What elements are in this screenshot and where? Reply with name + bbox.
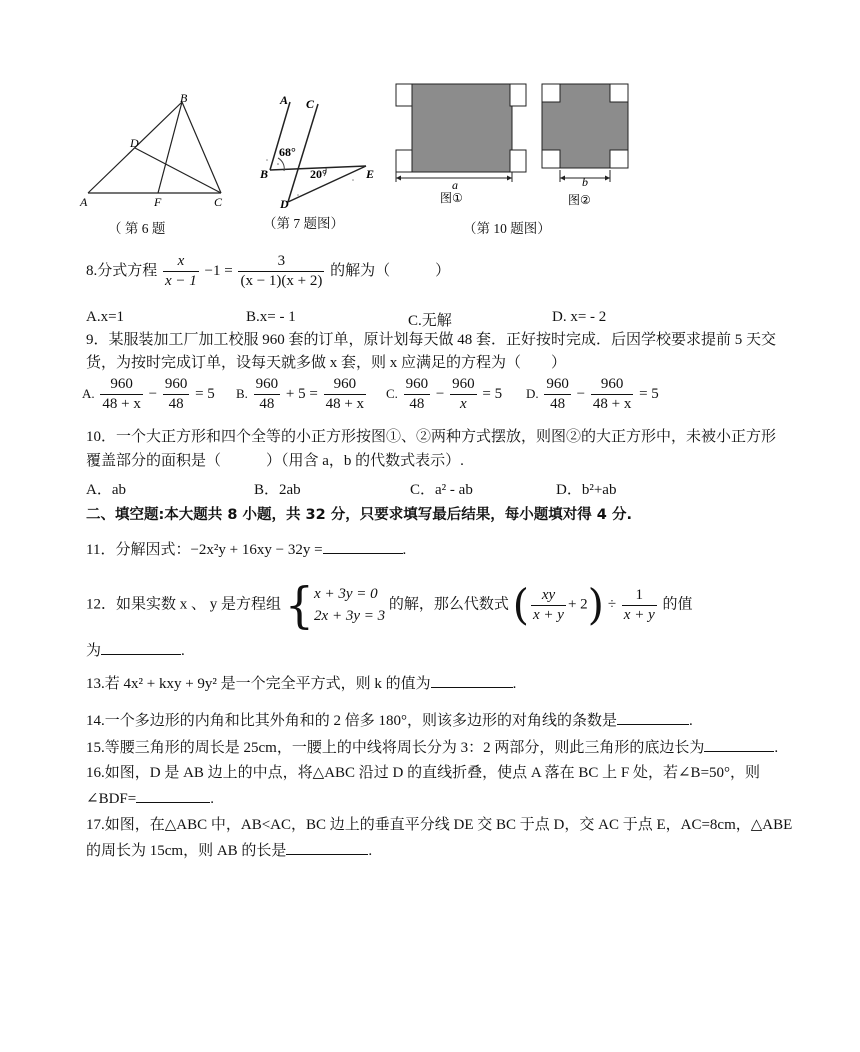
q9-option-a (82, 375, 215, 414)
q17-line1: 17.如图，在△ABC 中，AB<AC，BC 边上的垂直平分线 DE 交 BC 于点 D，交 AC 于点 E，AC=8cm，△ABE (86, 817, 793, 833)
q14-end: . (689, 713, 693, 729)
q9c-den1: 48 (409, 396, 425, 412)
label-D: D (130, 136, 139, 150)
q12-num: xy (531, 586, 566, 606)
q12-rparen: ) (587, 580, 605, 629)
q13-end: . (512, 676, 517, 692)
q8-mid: −1 = (204, 262, 233, 279)
q17-line2-text: 的周长为 15cm，则 AB 的长是 (86, 843, 287, 859)
question-12 (86, 576, 693, 634)
q9-option-d (526, 375, 659, 414)
q9a-den2: 48 (168, 396, 184, 412)
q9b-den2: 48 + x (325, 396, 365, 412)
q8-suffix: 的解为（ ） (330, 262, 451, 279)
label-B: B (260, 167, 269, 181)
label-E: E (366, 167, 375, 181)
q8-option-b: B.x= - 1 (246, 309, 296, 325)
q12-brace: { (284, 576, 315, 634)
q9d-num1: 960 (544, 375, 571, 395)
q15-answer-blank[interactable] (704, 737, 774, 752)
q12-lparen: ( (512, 580, 530, 629)
q10-option-d: D．b²+ab (556, 482, 617, 498)
q16-end: . (210, 791, 214, 807)
question-13 (86, 673, 516, 694)
q8-frac2-num: 3 (238, 252, 324, 272)
q12-suffix: 的值 (662, 596, 693, 613)
figure-10-2 (540, 82, 632, 212)
q12-eq1: x + 3y = 0 (314, 586, 378, 602)
q9c-den2: x (460, 396, 467, 412)
q8-frac1-den: x − 1 (165, 273, 197, 289)
q12-num2: 1 (622, 586, 657, 606)
fold-line-2 (158, 102, 182, 193)
q12-answer-blank[interactable] (101, 640, 181, 655)
q9-option-c (386, 375, 502, 414)
q12-line2-text: 为 (86, 643, 102, 659)
q17-end: . (368, 843, 373, 859)
q16-answer-blank[interactable] (136, 788, 210, 803)
q9c-num1: 960 (404, 375, 431, 395)
label-B: B (180, 91, 188, 105)
figure-6-caption: （ 第 6 题 (108, 221, 166, 236)
q9b-num1: 960 (254, 375, 281, 395)
label-C: C (306, 97, 315, 111)
figure-6 (78, 90, 238, 212)
q15-end: . (774, 740, 779, 756)
q17-answer-blank[interactable] (286, 840, 368, 855)
q12-div: ÷ (607, 596, 617, 613)
q9d-op: − (576, 385, 586, 402)
q8-option-c: C.无解 (408, 313, 452, 329)
q8-prefix: 8.分式方程 (86, 262, 158, 279)
q9d-rhs: = 5 (639, 385, 659, 402)
q9a-rhs: = 5 (195, 385, 215, 402)
q9a-num2: 960 (163, 375, 190, 395)
q10-option-a: A．ab (86, 482, 126, 498)
q8-option-a: A.x=1 (86, 309, 125, 325)
q9-option-d-label: D. (526, 385, 539, 401)
q12-den: x + y (533, 606, 564, 623)
caption-fig2: 图② (568, 193, 591, 207)
figure-10-caption: （第 10 题图） (463, 221, 551, 236)
q9d-num2: 960 (591, 375, 633, 395)
figure-7 (258, 90, 378, 212)
q10-option-b: B．2ab (254, 482, 301, 498)
q16-line2-text: ∠BDF= (86, 791, 137, 807)
question-8 (86, 252, 450, 291)
label-a: a (452, 178, 458, 192)
question-11 (86, 539, 406, 560)
q12-eq2: 2x + 3y = 3 (314, 608, 386, 624)
q9-option-c-label: C. (386, 385, 398, 401)
figure-10-1 (388, 78, 528, 210)
q16-line1: 16.如图，D 是 AB 边上的中点，将△ABC 沿过 D 的直线折叠，使点 A 落在 BC 上 F 处，若∠B=50°，则 (86, 765, 761, 781)
angle-68-label: 68° (279, 145, 296, 159)
q12-line2 (86, 640, 185, 661)
q10-line1: 10．一个大正方形和四个全等的小正方形按图①、②两种方式摆放，则图②的大正方形中，未被小正方形 (86, 429, 777, 445)
q10-line2: 覆盖部分的面积是（ ）（用含 a，b 的代数式表示）. (86, 453, 464, 469)
q9b-num2: 960 (324, 375, 366, 395)
q12-end: . (181, 643, 185, 659)
q9c-op: − (435, 385, 445, 402)
q9b-den1: 48 (259, 396, 275, 412)
q12-mid: 的解，那么代数式 (388, 596, 509, 613)
question-15 (86, 737, 778, 758)
q14-text: 14.一个多边形的内角和比其外角和的 2 倍多 180°，则该多边形的对角线的条数是 (86, 713, 618, 729)
q9-option-b (236, 375, 368, 414)
label-A: A (80, 195, 88, 209)
q12-den2: x + y (623, 606, 655, 623)
q11-end: . (402, 542, 407, 558)
q8-frac1-num: x (163, 252, 199, 272)
q15-text: 15.等腰三角形的周长是 25cm，一腰上的中线将周长分为 3：2 两部分，则此三角形的底边长为 (86, 740, 705, 756)
q13-text: 13.若 4x² + kxy + 9y² 是一个完全平方式，则 k 的值为 (86, 676, 431, 692)
q13-answer-blank[interactable] (431, 673, 513, 688)
q9a-num1: 960 (100, 375, 142, 395)
label-D: D (280, 197, 289, 211)
q16-line2 (86, 788, 214, 809)
q9b-op: + 5 = (285, 385, 318, 402)
q9-option-a-label: A. (82, 385, 95, 401)
q10-option-c: C．a² - ab (410, 482, 473, 498)
q8-option-d: D. x= - 2 (552, 309, 607, 325)
q12-plus: + 2 (567, 596, 588, 613)
q14-answer-blank[interactable] (617, 710, 689, 725)
caption-fig1: 图① (440, 191, 463, 205)
label-C: C (214, 195, 223, 209)
q9c-num2: 960 (450, 375, 477, 395)
q9d-den2: 48 + x (592, 396, 632, 412)
q9a-den1: 48 + x (102, 396, 141, 412)
section-2-heading: 二、填空题:本大题共 8 小题，共 32 分，只要求填写最后结果，每小题填对得 4 分. (86, 507, 632, 523)
label-F: F (154, 195, 162, 209)
label-A: A (280, 93, 289, 107)
q17-line2 (86, 840, 372, 861)
q9-option-b-label: B. (236, 385, 248, 401)
angle-20-label: 20° (310, 167, 327, 181)
q12-system (314, 583, 385, 627)
q9d-den1: 48 (550, 396, 566, 412)
q9c-rhs: = 5 (482, 385, 503, 402)
q11-text: 11．分解因式：−2x²y + 16xy − 32y = (86, 542, 323, 558)
label-b: b (582, 175, 588, 189)
question-14 (86, 710, 693, 731)
fold-line-1 (135, 148, 221, 193)
figure-7-caption: （第 7 题图） (263, 216, 344, 231)
q8-frac2-den: (x − 1)(x + 2) (240, 273, 323, 289)
q12-prefix: 12．如果实数 x 、 y 是方程组 (86, 596, 282, 613)
q9-line1: 9．某服装加工厂加工校服 960 套的订单，原计划每天做 48 套．正好按时完成．后因学校要求提前 5 天交 (86, 332, 777, 348)
q9-line2: 货，为按时完成订单，设每天就多做 x 套，则 x 应满足的方程为（ ） (86, 355, 567, 371)
q11-answer-blank[interactable] (323, 539, 403, 554)
q9a-op: − (148, 385, 158, 402)
